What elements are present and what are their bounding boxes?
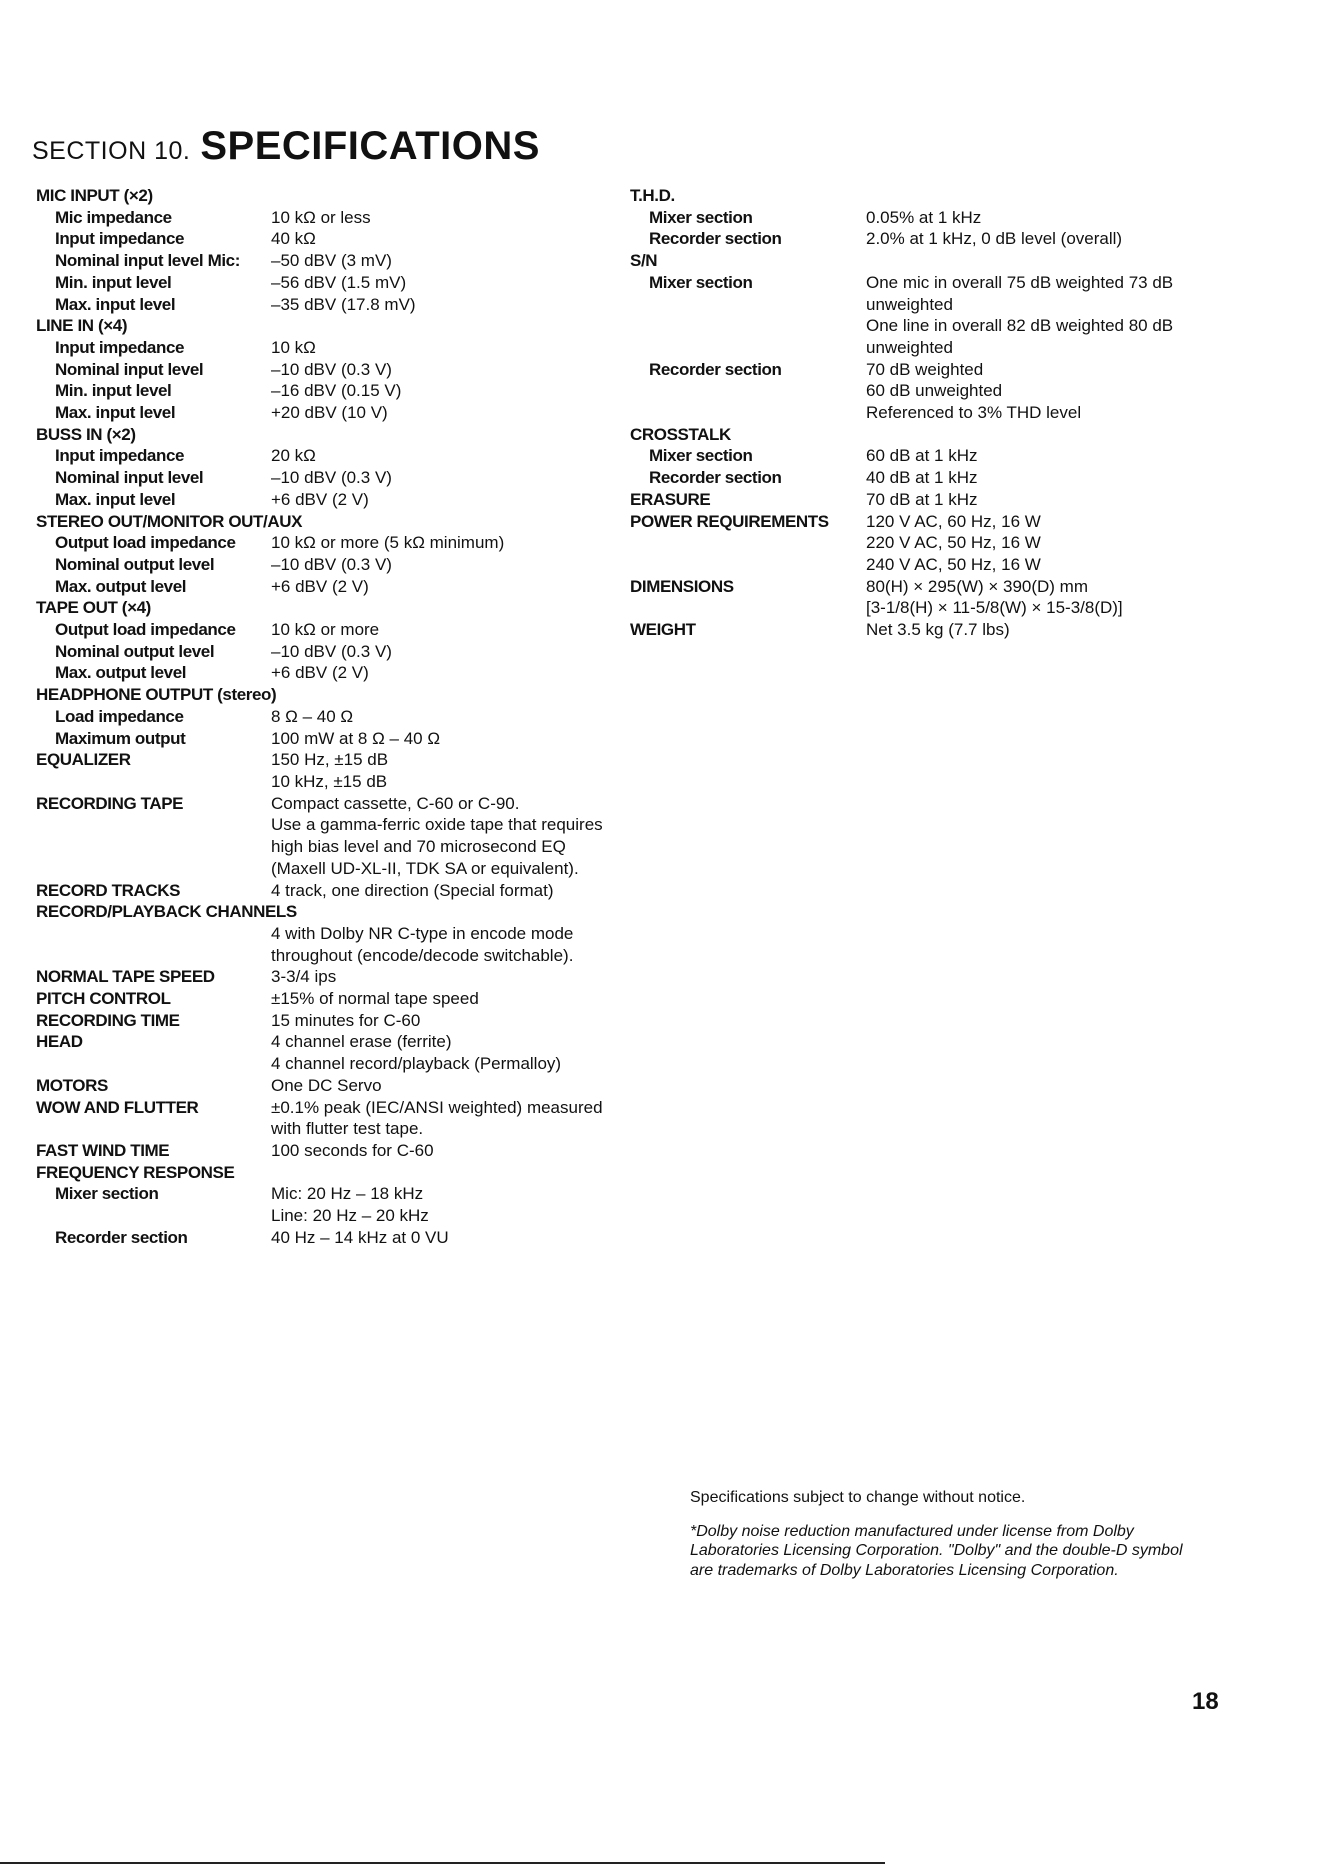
spec-label: STEREO OUT/MONITOR OUT/AUX (36, 511, 303, 531)
spec-label (36, 771, 271, 793)
spec-row (36, 1227, 656, 1249)
spec-label: RECORD/PLAYBACK CHANNELS (36, 902, 297, 922)
spec-row (36, 511, 656, 533)
specs-left-column (36, 185, 656, 1248)
spec-row (36, 901, 656, 923)
spec-value: 60 dB at 1 kHz (866, 446, 978, 466)
spec-row (630, 467, 1210, 489)
spec-label: Nominal output level (55, 554, 215, 574)
spec-row (630, 272, 1210, 294)
spec-row (36, 554, 656, 576)
spec-value: with flutter test tape. (271, 1119, 424, 1139)
spec-value: Use a gamma-ferric oxide tape that requires (271, 815, 603, 835)
spec-row (36, 597, 656, 619)
spec-row (36, 728, 656, 750)
spec-value: –10 dBV (0.3 V) (271, 468, 392, 488)
spec-value: 2.0% at 1 kHz, 0 dB level (overall) (866, 229, 1123, 249)
spec-value: high bias level and 70 microsecond EQ (271, 837, 566, 857)
spec-row (36, 1205, 656, 1227)
spec-value: throughout (encode/decode switchable). (271, 945, 574, 965)
spec-row (630, 489, 1210, 511)
spec-row (36, 945, 656, 967)
spec-row (36, 641, 656, 663)
spec-label: Mixer section (649, 272, 753, 292)
spec-row (36, 836, 656, 858)
spec-row (36, 793, 656, 815)
spec-label (630, 597, 866, 619)
spec-row (36, 424, 656, 446)
spec-row (36, 706, 656, 728)
spec-row (630, 402, 1210, 424)
spec-label (630, 380, 866, 402)
spec-label: Max. input level (55, 489, 176, 509)
spec-row (630, 315, 1210, 337)
spec-label (36, 945, 271, 967)
spec-label: T.H.D. (630, 186, 675, 205)
spec-value: Mic: 20 Hz – 18 kHz (271, 1184, 424, 1204)
spec-label: Output load impedance (55, 533, 236, 553)
spec-label (630, 294, 866, 316)
spec-value: 10 kΩ or less (271, 207, 371, 227)
spec-row (36, 315, 656, 337)
spec-value: 3-3/4 ips (271, 967, 337, 987)
spec-label: Nominal output level (55, 641, 215, 661)
spec-label: MIC INPUT (×2) (36, 186, 153, 205)
spec-row (630, 337, 1210, 359)
spec-row (630, 445, 1210, 467)
spec-label (36, 1205, 271, 1227)
spec-value: Line: 20 Hz – 20 kHz (271, 1206, 429, 1226)
spec-value: 240 V AC, 50 Hz, 16 W (866, 554, 1041, 574)
spec-label: Mixer section (649, 446, 753, 466)
spec-value: –35 dBV (17.8 mV) (271, 294, 416, 314)
spec-row (630, 619, 1210, 641)
spec-value: –50 dBV (3 mV) (271, 251, 392, 271)
spec-value: 70 dB at 1 kHz (866, 489, 978, 509)
spec-value: unweighted (866, 294, 953, 314)
spec-value: 10 kHz, ±15 dB (271, 771, 388, 791)
spec-row (36, 1183, 656, 1205)
spec-value: 150 Hz, ±15 dB (271, 750, 389, 770)
spec-label: NORMAL TAPE SPEED (36, 967, 215, 987)
spec-row (36, 1031, 656, 1053)
spec-row (630, 228, 1210, 250)
spec-row (630, 207, 1210, 229)
spec-label: TAPE OUT (×4) (36, 598, 151, 618)
spec-label (36, 836, 271, 858)
spec-label: RECORDING TIME (36, 1010, 180, 1030)
spec-value: (Maxell UD-XL-II, TDK SA or equivalent). (271, 858, 579, 878)
spec-value: –10 dBV (0.3 V) (271, 554, 392, 574)
spec-row (36, 880, 656, 902)
spec-label: FAST WIND TIME (36, 1140, 170, 1160)
section-title (32, 124, 540, 169)
spec-row (630, 511, 1210, 533)
spec-row (36, 1118, 656, 1140)
spec-value: 10 kΩ or more (5 kΩ minimum) (271, 533, 505, 553)
spec-value: One DC Servo (271, 1075, 382, 1095)
spec-value: 40 dB at 1 kHz (866, 468, 978, 488)
spec-label: RECORDING TAPE (36, 793, 184, 813)
spec-row (36, 207, 656, 229)
spec-value: 10 kΩ (271, 337, 316, 357)
spec-label: S/N (630, 251, 658, 271)
spec-row (36, 1140, 656, 1162)
spec-value: One line in overall 82 dB weighted 80 dB (866, 316, 1174, 336)
spec-row (36, 684, 656, 706)
spec-label: FREQUENCY RESPONSE (36, 1162, 235, 1182)
spec-label: LINE IN (×4) (36, 316, 128, 336)
spec-label: Nominal input level (55, 468, 204, 488)
spec-label: Input impedance (55, 446, 185, 466)
footnotes (690, 1488, 1210, 1580)
section-label: SECTION 10. (32, 137, 191, 165)
spec-value: 80(H) × 295(W) × 390(D) mm (866, 576, 1088, 596)
spec-value: 100 mW at 8 Ω – 40 Ω (271, 728, 441, 748)
spec-label: PITCH CONTROL (36, 989, 171, 1009)
page-title: SPECIFICATIONS (200, 124, 540, 168)
spec-label: DIMENSIONS (630, 576, 734, 596)
page-number: 18 (1192, 1688, 1219, 1715)
spec-value: Referenced to 3% THD level (866, 403, 1082, 423)
dolby-notice: *Dolby noise reduction manufactured under license from Dolby Laboratories Licensing Corporation. "Dolby" and the double-D symbol are trademarks of Dolby Laboratories Licensing Corporation. (690, 1522, 1183, 1579)
spec-row (36, 1053, 656, 1075)
spec-label: Max. input level (55, 403, 176, 423)
spec-value: –10 dBV (0.3 V) (271, 641, 392, 661)
spec-value: +6 dBV (2 V) (271, 663, 369, 683)
spec-row (36, 359, 656, 381)
spec-value: unweighted (866, 337, 953, 357)
spec-row (630, 532, 1210, 554)
spec-label: Max. output level (55, 663, 187, 683)
spec-row (36, 988, 656, 1010)
spec-row (36, 467, 656, 489)
specs-right-column (630, 185, 1210, 641)
spec-label (36, 1053, 271, 1075)
spec-value: 0.05% at 1 kHz (866, 207, 982, 227)
spec-label: CROSSTALK (630, 424, 731, 444)
spec-row (36, 771, 656, 793)
spec-label: BUSS IN (×2) (36, 424, 136, 444)
spec-row (630, 597, 1210, 619)
spec-value: 4 channel record/playback (Permalloy) (271, 1054, 562, 1074)
spec-row (36, 489, 656, 511)
spec-label: Input impedance (55, 337, 185, 357)
spec-label: Min. input level (55, 381, 172, 401)
spec-label (630, 554, 866, 576)
spec-value: +6 dBV (2 V) (271, 489, 369, 509)
spec-value: One mic in overall 75 dB weighted 73 dB (866, 272, 1174, 292)
spec-row (630, 380, 1210, 402)
spec-label (630, 337, 866, 359)
spec-row (36, 532, 656, 554)
spec-label: Recorder section (649, 468, 782, 488)
spec-label: Max. input level (55, 294, 176, 314)
spec-label: ERASURE (630, 489, 711, 509)
spec-label (630, 402, 866, 424)
spec-row (36, 337, 656, 359)
spec-label (36, 814, 271, 836)
spec-row (36, 749, 656, 771)
spec-row (36, 294, 656, 316)
spec-label: Recorder section (649, 229, 782, 249)
spec-row (36, 858, 656, 880)
spec-label: Load impedance (55, 706, 184, 726)
spec-label: Max. output level (55, 576, 187, 596)
spec-label: Maximum output (55, 728, 186, 748)
spec-row (630, 250, 1210, 272)
spec-row (36, 1010, 656, 1032)
spec-label (36, 858, 271, 880)
spec-label (36, 1118, 271, 1140)
spec-row (630, 554, 1210, 576)
spec-row (630, 424, 1210, 446)
spec-row (630, 185, 1210, 207)
spec-row (36, 250, 656, 272)
spec-row (36, 923, 656, 945)
spec-label: Mic impedance (55, 207, 172, 227)
spec-label: EQUALIZER (36, 750, 131, 770)
spec-label (630, 532, 866, 554)
spec-value: 70 dB weighted (866, 359, 984, 379)
spec-row (36, 1097, 656, 1119)
spec-label: Recorder section (55, 1227, 188, 1247)
spec-row (36, 576, 656, 598)
spec-row (630, 294, 1210, 316)
spec-label: Input impedance (55, 229, 185, 249)
spec-label: Min. input level (55, 272, 172, 292)
spec-value: 4 track, one direction (Special format) (271, 880, 554, 900)
spec-value: Compact cassette, C-60 or C-90. (271, 793, 520, 813)
spec-value: Net 3.5 kg (7.7 lbs) (866, 620, 1010, 640)
spec-label: WOW AND FLUTTER (36, 1097, 199, 1117)
spec-row (36, 1162, 656, 1184)
spec-label: WEIGHT (630, 620, 696, 640)
spec-value: 20 kΩ (271, 446, 316, 466)
spec-value: ±0.1% peak (IEC/ANSI weighted) measured (271, 1097, 603, 1117)
spec-row (630, 576, 1210, 598)
spec-value: 60 dB unweighted (866, 381, 1003, 401)
spec-label: MOTORS (36, 1075, 108, 1095)
spec-value: 10 kΩ or more (271, 620, 380, 640)
spec-value: 100 seconds for C-60 (271, 1140, 434, 1160)
spec-value: ±15% of normal tape speed (271, 989, 479, 1009)
spec-value: 220 V AC, 50 Hz, 16 W (866, 533, 1041, 553)
spec-label: Output load impedance (55, 620, 236, 640)
spec-value: 40 Hz – 14 kHz at 0 VU (271, 1227, 449, 1247)
spec-value: 4 channel erase (ferrite) (271, 1032, 452, 1052)
spec-row (630, 359, 1210, 381)
spec-label: Mixer section (55, 1184, 159, 1204)
spec-label: RECORD TRACKS (36, 880, 181, 900)
spec-row (36, 662, 656, 684)
spec-row (36, 185, 656, 207)
spec-value: –56 dBV (1.5 mV) (271, 272, 407, 292)
spec-value: 8 Ω – 40 Ω (271, 706, 354, 726)
spec-value: 120 V AC, 60 Hz, 16 W (866, 511, 1041, 531)
change-notice: Specifications subject to change without notice. (690, 1489, 1026, 1506)
spec-row (36, 814, 656, 836)
spec-row (36, 228, 656, 250)
spec-value: –16 dBV (0.15 V) (271, 381, 402, 401)
spec-label: Mixer section (649, 207, 753, 227)
bottom-rule (0, 1862, 885, 1864)
spec-label: HEADPHONE OUTPUT (stereo) (36, 685, 277, 705)
spec-value: –10 dBV (0.3 V) (271, 359, 392, 379)
spec-row (36, 272, 656, 294)
spec-label: POWER REQUIREMENTS (630, 511, 829, 531)
spec-row (36, 402, 656, 424)
spec-value: +20 dBV (10 V) (271, 403, 388, 423)
spec-value: 40 kΩ (271, 229, 316, 249)
spec-row (36, 1075, 656, 1097)
spec-row (36, 619, 656, 641)
spec-label: Recorder section (649, 359, 782, 379)
spec-value: 4 with Dolby NR C-type in encode mode (271, 923, 574, 943)
spec-value: 15 minutes for C-60 (271, 1010, 421, 1030)
spec-label (630, 315, 866, 337)
spec-row (36, 380, 656, 402)
spec-label (36, 923, 271, 945)
spec-value: +6 dBV (2 V) (271, 576, 369, 596)
spec-label: Nominal input level Mic: (55, 251, 240, 271)
spec-label: HEAD (36, 1032, 83, 1052)
spec-row (36, 966, 656, 988)
spec-row (36, 445, 656, 467)
spec-label: Nominal input level (55, 359, 204, 379)
spec-value: [3-1/8(H) × 11-5/8(W) × 15-3/8(D)] (866, 598, 1123, 618)
